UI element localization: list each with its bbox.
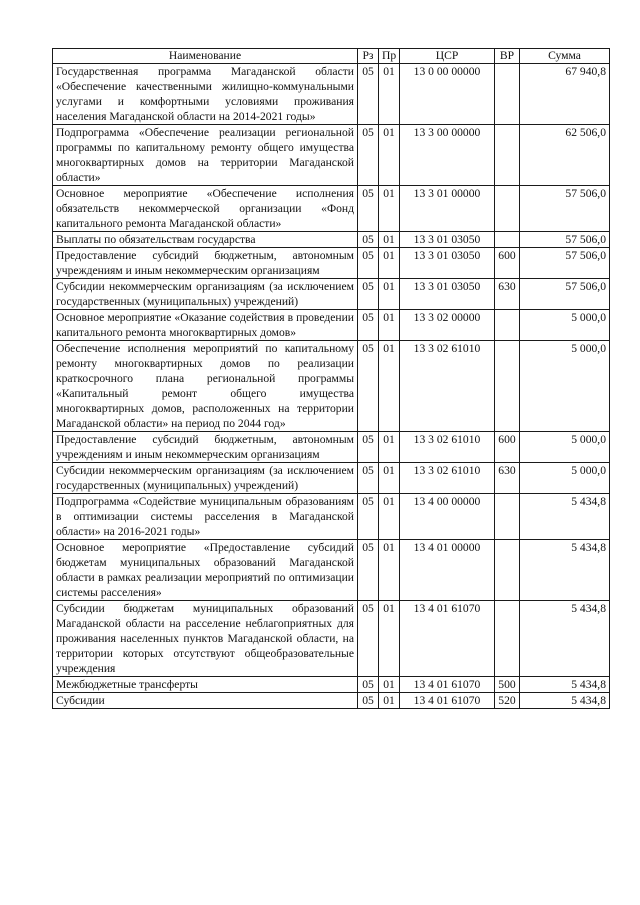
row-vr <box>495 64 520 125</box>
header-sum: Сумма <box>520 49 610 64</box>
row-csr: 13 3 01 03050 <box>400 279 495 310</box>
row-pr: 01 <box>379 432 400 463</box>
row-sum: 57 506,0 <box>520 232 610 248</box>
row-pr: 01 <box>379 463 400 494</box>
table-row <box>53 463 610 494</box>
row-rz: 05 <box>358 341 379 432</box>
row-pr: 01 <box>379 125 400 186</box>
row-sum: 57 506,0 <box>520 279 610 310</box>
row-sum: 62 506,0 <box>520 125 610 186</box>
header-vr: ВР <box>495 49 520 64</box>
row-sum: 5 434,8 <box>520 693 610 709</box>
budget-table <box>52 48 610 709</box>
row-name: Подпрограмма «Обеспечение реализации региональной программы по капитальному ремонту общего имущества многоквартирных домов на территории Магаданской области» <box>53 125 358 186</box>
row-csr: 13 3 01 03050 <box>400 248 495 279</box>
table-row <box>53 248 610 279</box>
row-rz: 05 <box>358 540 379 601</box>
row-csr: 13 3 01 00000 <box>400 186 495 232</box>
row-rz: 05 <box>358 186 379 232</box>
table-row <box>53 693 610 709</box>
row-vr <box>495 186 520 232</box>
row-vr: 600 <box>495 432 520 463</box>
table-row <box>53 125 610 186</box>
row-sum: 57 506,0 <box>520 186 610 232</box>
table-header-row <box>53 49 610 64</box>
row-pr: 01 <box>379 232 400 248</box>
row-sum: 5 000,0 <box>520 341 610 432</box>
row-pr: 01 <box>379 540 400 601</box>
row-pr: 01 <box>379 64 400 125</box>
row-sum: 5 434,8 <box>520 677 610 693</box>
row-csr: 13 3 02 61010 <box>400 341 495 432</box>
row-name: Субсидии <box>53 693 358 709</box>
row-name: Предоставление субсидий бюджетным, автономным учреждениям и иным некоммерческим организациям <box>53 432 358 463</box>
row-name: Субсидии некоммерческим организациям (за исключением государственных (муниципальных) учреждений) <box>53 279 358 310</box>
table-row <box>53 494 610 540</box>
row-name: Субсидии некоммерческим организациям (за исключением государственных (муниципальных) учреждений) <box>53 463 358 494</box>
row-name: Выплаты по обязательствам государства <box>53 232 358 248</box>
row-csr: 13 3 02 61010 <box>400 463 495 494</box>
row-sum: 5 434,8 <box>520 540 610 601</box>
row-vr <box>495 601 520 677</box>
row-pr: 01 <box>379 601 400 677</box>
row-rz: 05 <box>358 693 379 709</box>
row-pr: 01 <box>379 341 400 432</box>
row-rz: 05 <box>358 279 379 310</box>
row-csr: 13 4 01 00000 <box>400 540 495 601</box>
header-name: Наименование <box>53 49 358 64</box>
row-sum: 5 434,8 <box>520 601 610 677</box>
row-rz: 05 <box>358 494 379 540</box>
row-name: Обеспечение исполнения мероприятий по капитальному ремонту многоквартирных домов по реализации краткосрочного плана региональной программы «Капитальный ремонт общего имущества многоквартирных домов, расположенных на территории Магаданской области» на период по 2044 год» <box>53 341 358 432</box>
row-name: Основное мероприятие «Оказание содействия в проведении капитального ремонта многоквартирных домов» <box>53 310 358 341</box>
row-pr: 01 <box>379 494 400 540</box>
row-sum: 5 000,0 <box>520 463 610 494</box>
row-pr: 01 <box>379 677 400 693</box>
row-pr: 01 <box>379 310 400 341</box>
header-pr: Пр <box>379 49 400 64</box>
table-row <box>53 279 610 310</box>
table-row <box>53 432 610 463</box>
row-vr <box>495 125 520 186</box>
table-row <box>53 186 610 232</box>
row-name: Предоставление субсидий бюджетным, автономным учреждениям и иным некоммерческим организациям <box>53 248 358 279</box>
table-row <box>53 601 610 677</box>
row-rz: 05 <box>358 310 379 341</box>
table-row <box>53 540 610 601</box>
row-vr: 630 <box>495 279 520 310</box>
row-name: Подпрограмма «Содействие муниципальным образованиям в оптимизации системы расселения в Магаданской области» на 2016-2021 годы» <box>53 494 358 540</box>
row-sum: 5 000,0 <box>520 432 610 463</box>
row-vr: 520 <box>495 693 520 709</box>
row-pr: 01 <box>379 279 400 310</box>
row-csr: 13 3 01 03050 <box>400 232 495 248</box>
row-rz: 05 <box>358 601 379 677</box>
row-rz: 05 <box>358 677 379 693</box>
table-row <box>53 310 610 341</box>
row-csr: 13 3 02 61010 <box>400 432 495 463</box>
table-row <box>53 341 610 432</box>
row-name: Основное мероприятие «Обеспечение исполнения обязательств некоммерческой организации «Фонд капитального ремонта Магаданской области» <box>53 186 358 232</box>
row-rz: 05 <box>358 125 379 186</box>
row-csr: 13 4 00 00000 <box>400 494 495 540</box>
row-vr: 630 <box>495 463 520 494</box>
row-vr <box>495 310 520 341</box>
row-sum: 5 000,0 <box>520 310 610 341</box>
row-vr: 600 <box>495 248 520 279</box>
table-row <box>53 677 610 693</box>
row-csr: 13 4 01 61070 <box>400 677 495 693</box>
row-vr <box>495 540 520 601</box>
table-row <box>53 232 610 248</box>
row-rz: 05 <box>358 64 379 125</box>
row-vr <box>495 232 520 248</box>
row-rz: 05 <box>358 248 379 279</box>
row-vr <box>495 494 520 540</box>
row-name: Межбюджетные трансферты <box>53 677 358 693</box>
row-csr: 13 4 01 61070 <box>400 693 495 709</box>
row-csr: 13 3 00 00000 <box>400 125 495 186</box>
row-sum: 57 506,0 <box>520 248 610 279</box>
row-pr: 01 <box>379 186 400 232</box>
row-name: Основное мероприятие «Предоставление субсидий бюджетам муниципальных образований Магаданской области в рамках реализации мероприятий по оптимизации системы расселения» <box>53 540 358 601</box>
row-sum: 5 434,8 <box>520 494 610 540</box>
header-rz: Рз <box>358 49 379 64</box>
row-vr: 500 <box>495 677 520 693</box>
table-row <box>53 64 610 125</box>
row-csr: 13 0 00 00000 <box>400 64 495 125</box>
row-pr: 01 <box>379 248 400 279</box>
row-sum: 67 940,8 <box>520 64 610 125</box>
row-csr: 13 3 02 00000 <box>400 310 495 341</box>
row-rz: 05 <box>358 463 379 494</box>
row-rz: 05 <box>358 232 379 248</box>
row-vr <box>495 341 520 432</box>
row-csr: 13 4 01 61070 <box>400 601 495 677</box>
row-pr: 01 <box>379 693 400 709</box>
row-name: Государственная программа Магаданской области «Обеспечение качественными жилищно-коммунальными услугами и комфортными условиями проживания населения Магаданской области на 2014-2021 годы» <box>53 64 358 125</box>
row-rz: 05 <box>358 432 379 463</box>
header-csr: ЦСР <box>400 49 495 64</box>
row-name: Субсидии бюджетам муниципальных образований Магаданской области на расселение неблагоприятных для проживания населенных пунктов Магаданской области, на территории которых отсутствуют общеобразовательные учреждения <box>53 601 358 677</box>
